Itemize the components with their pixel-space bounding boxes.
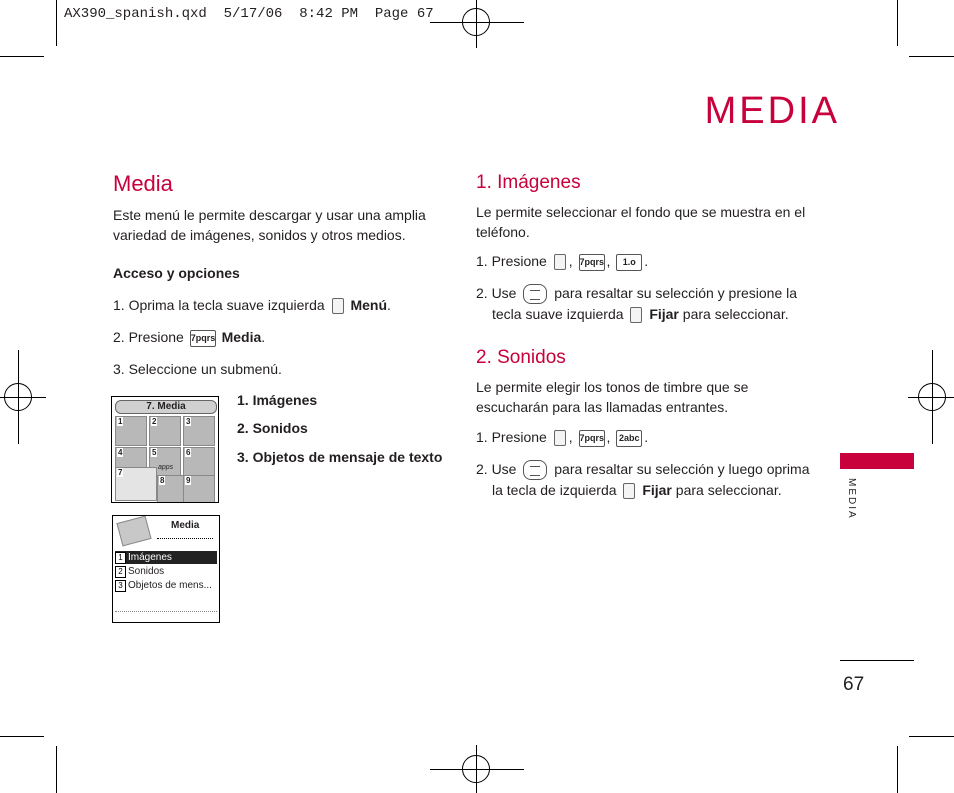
step-text: 1. Presione (476, 429, 547, 445)
step-bold: Fijar (642, 482, 672, 498)
screen-footer (115, 611, 217, 620)
crop-mark (56, 0, 57, 46)
step-1 (113, 295, 391, 315)
step-text: para seleccionar. (675, 482, 782, 498)
key-7-icon: 7pqrs (190, 330, 216, 347)
grid-tile: 9 (183, 475, 215, 503)
images-step-1: 1. Presione , 7pqrs , 1.o . (476, 253, 649, 269)
grid-tile: 8 (157, 475, 189, 503)
step-text: 2. Use (476, 285, 517, 301)
step-1-bold: Menú (350, 297, 388, 313)
crop-mark (56, 746, 57, 793)
screen-title: Media (171, 520, 200, 531)
crop-mark (909, 56, 954, 57)
chapter-side-label: MEDIA (846, 478, 857, 520)
media-folder-icon (116, 516, 151, 547)
page-number: 67 (843, 674, 865, 695)
file-slug: AX390_spanish.qxd 5/17/06 8:42 PM Page 67 (64, 6, 434, 22)
step-text: para resaltar su selección y luego oprima (554, 461, 810, 477)
step-1-end: . (387, 297, 391, 313)
step-2 (113, 327, 265, 347)
intro-paragraph: Este menú le permite descargar y usar una amplia variedad de imágenes, sonidos y otros medios. (113, 207, 426, 243)
section-title-sounds: 2. Sonidos (476, 347, 566, 368)
step-3: 3. Seleccione un submenú. (113, 361, 282, 377)
crop-mark (897, 0, 898, 46)
step-2-text: 2. Presione (113, 329, 184, 345)
step-text: 2. Use (476, 461, 517, 477)
sounds-description: Le permite elegir los tonos de timbre que se escucharán para las llamadas entrantes. (476, 379, 749, 415)
grid-tile: 6 (183, 447, 215, 477)
step-text: tecla suave izquierda (492, 306, 624, 322)
sounds-step-1: 1. Presione , 7pqrs , 2abc . (476, 429, 649, 445)
crop-mark (0, 736, 44, 737)
scroll-indicator (157, 538, 213, 543)
submenu-item: 3. Objetos de mensaje de texto (237, 449, 443, 465)
access-heading: Acceso y opciones (113, 265, 240, 281)
phone-screen-media-grid (111, 396, 219, 503)
step-text: para resaltar su selección y presione la (554, 285, 798, 301)
step-2-bold: Media (221, 329, 262, 345)
list-item: 1 Imágenes (115, 551, 217, 564)
sounds-step-2 (476, 459, 810, 480)
grid-tile: 2 (149, 416, 181, 446)
grid-tile: 3 (183, 416, 215, 446)
step-text: para seleccionar. (682, 306, 789, 322)
grid-tile-selected: 7 (115, 467, 157, 501)
step-bold: Fijar (649, 306, 679, 322)
grid-tile: 1 (115, 416, 147, 446)
chapter-title: MEDIA (704, 90, 840, 132)
chapter-tab (840, 453, 914, 469)
step-text: 1. Presione (476, 253, 547, 269)
key-1-icon: 1.o (616, 254, 642, 271)
section-title-media: Media (113, 171, 173, 196)
left-soft-key-icon (554, 430, 566, 446)
crop-mark (897, 746, 898, 793)
images-step-2 (476, 283, 797, 304)
key-2-icon: 2abc (616, 430, 642, 447)
section-title-images: 1. Imágenes (476, 172, 581, 193)
sounds-step-2-cont (492, 480, 782, 500)
images-step-2-cont (492, 304, 789, 324)
grid-tile: 4 (115, 447, 147, 477)
left-soft-key-icon (332, 298, 344, 314)
submenu-item: 1. Imágenes (237, 392, 318, 408)
navigation-key-icon (523, 460, 547, 480)
list-item: 2 Sonidos (115, 565, 217, 578)
apps-label: apps (158, 464, 174, 471)
key-7-icon: 7pqrs (579, 430, 605, 447)
page-number-rule (840, 660, 914, 661)
crop-mark (909, 736, 954, 737)
images-description: Le permite seleccionar el fondo que se muestra en el teléfono. (476, 204, 806, 240)
phone-screen-media-list (112, 515, 220, 623)
left-soft-key-icon (630, 307, 642, 323)
screen-title: 7. Media (115, 400, 217, 414)
step-2-end: . (261, 329, 266, 345)
left-soft-key-icon (623, 483, 635, 499)
crop-mark (0, 56, 44, 57)
list-item: 3 Objetos de mens... (115, 579, 217, 592)
grid-tile: 5 apps (149, 447, 181, 477)
step-1-text: 1. Oprima la tecla suave izquierda (113, 297, 325, 313)
key-7-icon: 7pqrs (579, 254, 605, 271)
step-text: la tecla de izquierda (492, 482, 617, 498)
submenu-item: 2. Sonidos (237, 420, 308, 436)
navigation-key-icon (523, 284, 547, 304)
left-soft-key-icon (554, 254, 566, 270)
